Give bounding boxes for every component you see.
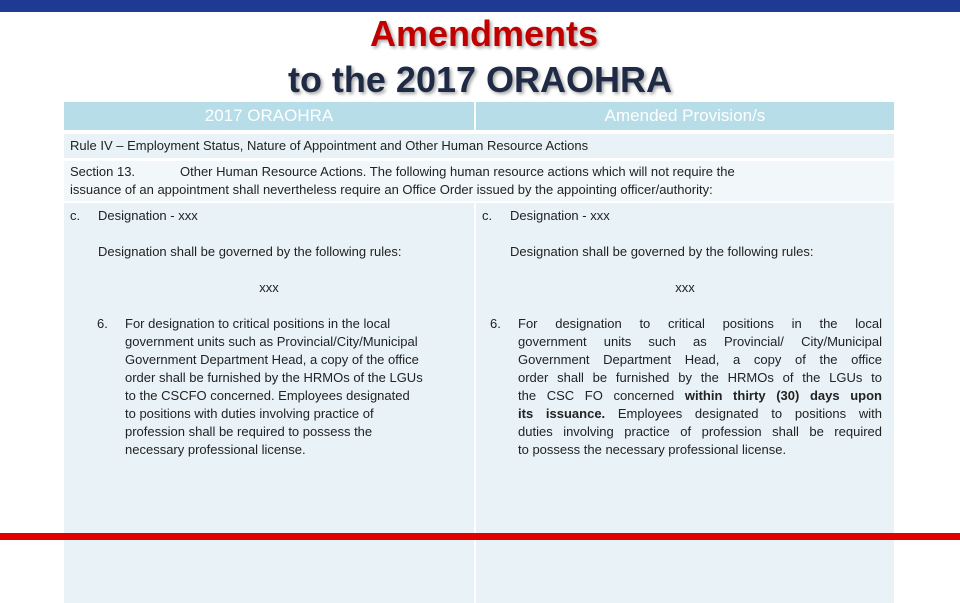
item-c-label: c.	[70, 208, 81, 223]
item-6-line: necessary professional license.	[125, 442, 306, 457]
item-6-number: 6.	[97, 316, 108, 331]
item-6-line: order shall be furnished by the HRMOs of the LGUs to	[518, 370, 882, 385]
item-6-line	[518, 387, 882, 405]
section-row	[64, 161, 894, 201]
item-6-line: order shall be furnished by the HRMOs of the LGUs	[125, 370, 423, 385]
item-6-line: Government Department Head, a copy of the office	[518, 352, 882, 367]
item-6-text	[125, 315, 423, 459]
item-c-label: c.	[482, 208, 493, 223]
item-6-line: to possess the necessary professional license.	[518, 442, 787, 457]
item-6-line	[518, 405, 882, 423]
rules-intro: Designation shall be governed by the following rules:	[98, 244, 402, 259]
item-6-line6-post: Employees designated to positions with	[605, 406, 882, 421]
slide-title-line1: Amendments	[369, 13, 599, 54]
amended-provision-cell	[476, 203, 894, 603]
ellipsis-text: xxx	[675, 280, 695, 295]
rule-row: Rule IV – Employment Status, Nature of Appointment and Other Human Resource Actions	[64, 134, 894, 158]
header-amended: Amended Provision/s	[476, 102, 894, 130]
item-6-line5-pre: the CSC FO concerned	[518, 388, 685, 403]
item-6-line: to the CSCFO concerned. Employees designated	[125, 388, 410, 403]
item-6-line: government units such as Provincial/ City/Municipal	[518, 334, 882, 349]
ellipsis-text: xxx	[259, 280, 279, 295]
top-accent-bar	[0, 0, 960, 12]
item-6-line: government units such as Provincial/City/Municipal	[125, 334, 418, 349]
item-6-line: profession shall be required to possess the	[125, 424, 373, 439]
item-c-text: Designation - xxx	[510, 208, 610, 223]
bottom-accent-bar	[0, 533, 960, 540]
section-text-line2: issuance of an appointment shall nevertheless require an Office Order issued by the appointing officer/authority:	[70, 182, 713, 197]
item-6-deadline-emphasis: within thirty (30) days upon	[684, 388, 882, 403]
rules-intro: Designation shall be governed by the following rules:	[510, 244, 814, 259]
item-6-line: Government Department Head, a copy of the office	[125, 352, 419, 367]
item-c-text: Designation - xxx	[98, 208, 198, 223]
item-6-line: For designation to critical positions in the local	[125, 316, 391, 331]
item-6-issuance-emphasis: its issuance.	[518, 406, 606, 421]
slide-title-line2: to the 2017 ORAOHRA	[287, 59, 673, 100]
item-6-line: For designation to critical positions in the local	[518, 316, 882, 331]
section-text-line1: Other Human Resource Actions. The following human resource actions which will not require the	[180, 164, 735, 179]
section-label: Section 13.	[70, 164, 136, 179]
item-6-line: to positions with duties involving practice of	[125, 406, 374, 421]
item-6-line: duties involving practice of profession shall be required	[518, 424, 882, 439]
item-6-text	[518, 315, 882, 459]
item-6-number: 6.	[490, 316, 501, 331]
header-original: 2017 ORAOHRA	[64, 102, 474, 130]
original-provision-cell	[64, 203, 474, 603]
